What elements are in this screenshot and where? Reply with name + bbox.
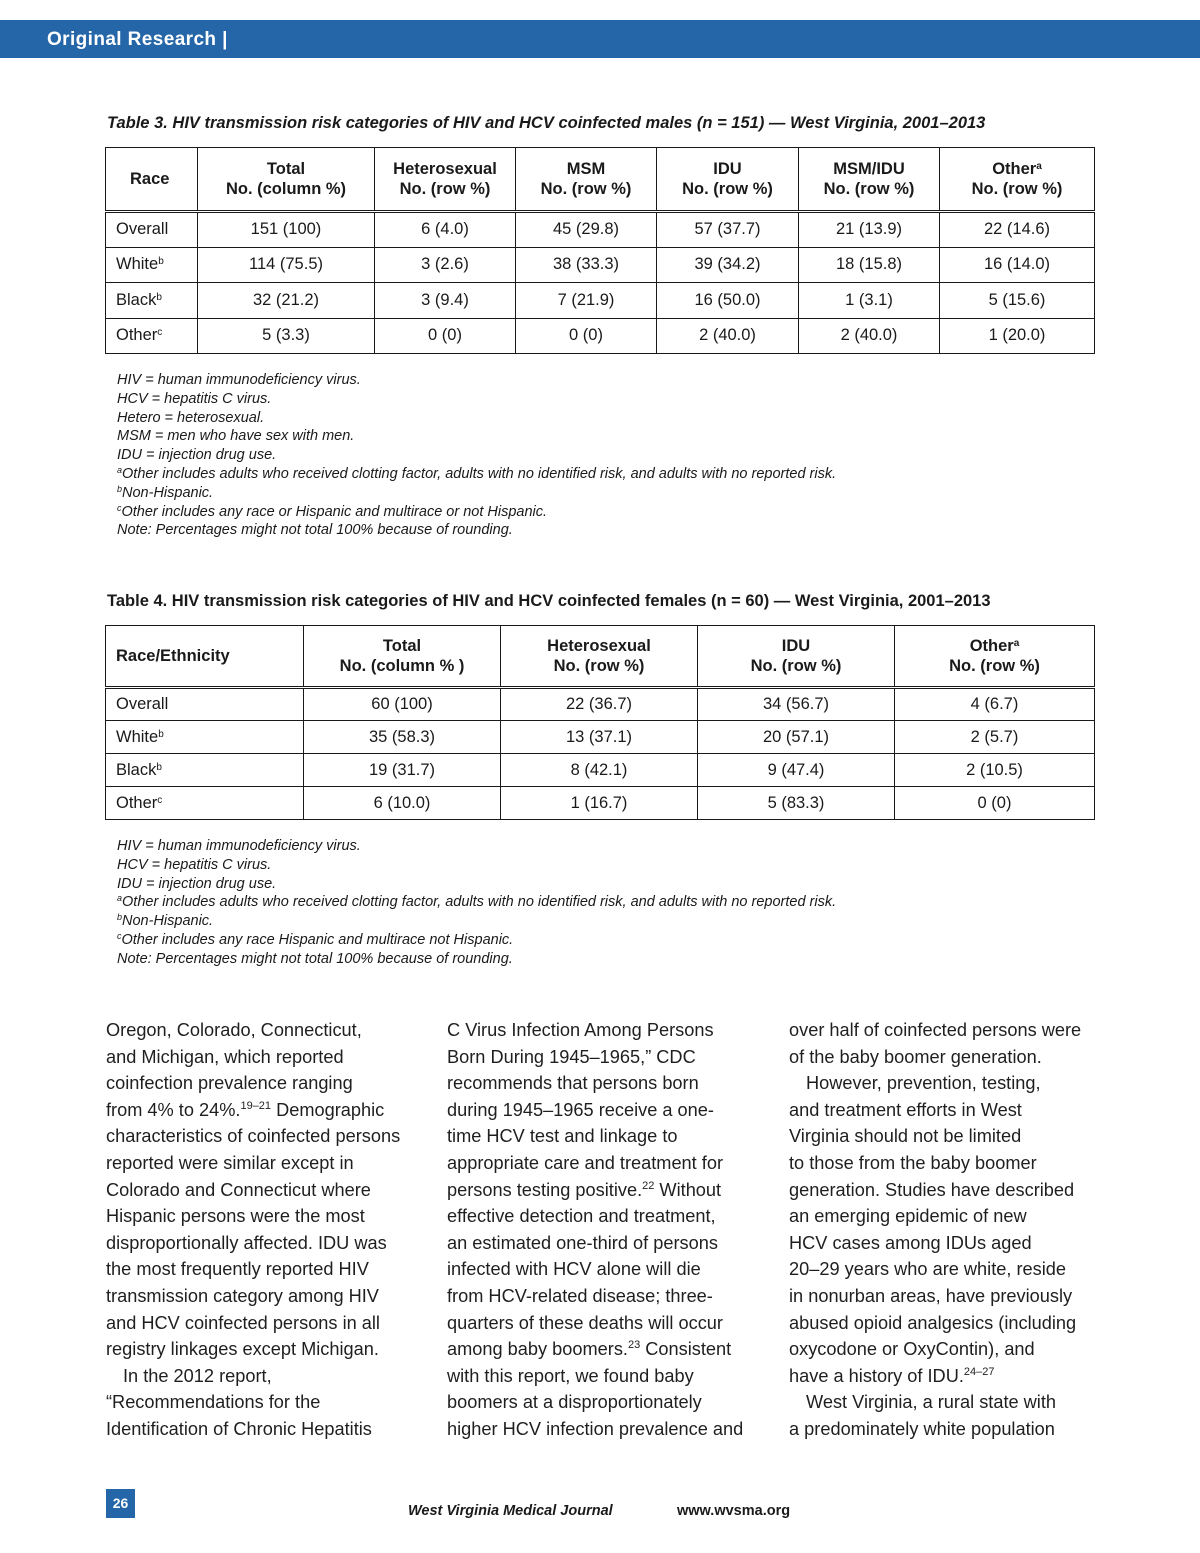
body-text-line <box>106 1150 416 1177</box>
body-text-line <box>447 1230 757 1257</box>
column-header-title: Race <box>130 170 170 188</box>
body-text: effective detection and treatment, <box>447 1206 716 1227</box>
footnote-marker: b <box>158 256 164 268</box>
body-text-line <box>106 1256 416 1283</box>
column-header-subtitle: No. (row %) <box>540 180 632 198</box>
body-text: boomers at a disproportionately <box>447 1392 702 1413</box>
table-note-text: Note: Percentages might not total 100% because of rounding. <box>117 950 513 967</box>
table-row <box>106 283 1095 319</box>
body-text: disproportionally affected. IDU was <box>106 1232 387 1253</box>
body-text: among baby boomers. <box>447 1339 628 1360</box>
table-note <box>117 409 1094 428</box>
footnote-marker: b <box>117 912 123 923</box>
table-note <box>117 390 1094 409</box>
table-3 <box>105 114 1094 540</box>
table-note <box>117 484 1094 503</box>
column-header-subtitle: No. (row %) <box>682 180 773 198</box>
body-column-1 <box>106 1017 416 1443</box>
body-text: reported were similar except in <box>106 1152 354 1173</box>
column-header <box>304 626 501 688</box>
column-header-title: Heterosexual <box>393 160 497 178</box>
column-header-title: Total <box>266 160 306 178</box>
column-header <box>895 626 1095 688</box>
table-note-text: Other includes any race or Hispanic and multirace or not Hispanic. <box>121 503 548 520</box>
body-text: Oregon, Colorado, Connecticut, <box>106 1020 362 1040</box>
body-text: from HCV-related disease; three- <box>447 1285 713 1306</box>
footnote-marker: b <box>158 728 164 740</box>
column-header-title: MSM/IDU <box>833 160 905 178</box>
table-cell: 4 (6.7) <box>895 688 1095 721</box>
table-note <box>117 837 1094 856</box>
table-cell: 2 (5.7) <box>895 721 1095 754</box>
footnote-marker: b <box>156 761 162 773</box>
table-cell: 35 (58.3) <box>304 721 501 754</box>
column-header-subtitle: No. (row %) <box>399 180 491 198</box>
table-cell: 7 (21.9) <box>516 283 657 319</box>
row-label <box>106 754 304 787</box>
body-text: West Virginia, a rural state with <box>806 1392 1057 1413</box>
body-column-3 <box>789 1017 1099 1443</box>
row-label <box>106 212 198 248</box>
body-text-line <box>106 1044 416 1071</box>
page-number: 26 <box>106 1489 135 1518</box>
row-label <box>106 721 304 754</box>
footer-url: www.wvsma.org <box>677 1503 791 1519</box>
footnote-marker: c <box>117 930 122 941</box>
citation-marker: 19–21 <box>240 1099 272 1112</box>
body-text-line <box>447 1123 757 1150</box>
table-cell: 38 (33.3) <box>516 247 657 283</box>
body-text: Hispanic persons were the most <box>106 1206 365 1227</box>
body-text-line <box>106 1203 416 1230</box>
table-row <box>106 688 1095 721</box>
column-header-subtitle: No. (column %) <box>225 180 347 198</box>
body-text-line <box>106 1097 416 1124</box>
table-note <box>117 427 1094 446</box>
body-text: to those from the baby boomer <box>789 1152 1037 1173</box>
body-text-line <box>447 1363 757 1390</box>
row-label-text: Black <box>116 760 157 779</box>
column-header-subtitle: No. (row %) <box>971 180 1063 198</box>
body-text-line <box>106 1416 416 1443</box>
table-note-text: HIV = human immunodeficiency virus. <box>117 838 361 854</box>
citation-marker: 24–27 <box>963 1365 995 1378</box>
body-text: registry linkages except Michigan. <box>106 1339 379 1360</box>
body-text: Without <box>654 1179 722 1200</box>
body-text-line <box>447 1044 757 1071</box>
row-label-text: Other <box>116 326 158 345</box>
table-cell: 8 (42.1) <box>501 754 698 787</box>
table-cell: 0 (0) <box>375 318 516 354</box>
body-text: persons testing positive. <box>447 1179 643 1200</box>
body-text: over half of coinfected persons were <box>789 1020 1082 1040</box>
table-row <box>106 754 1095 787</box>
body-text: oxycodone or OxyContin), and <box>789 1339 1035 1360</box>
footnote-marker: a <box>117 893 123 904</box>
body-text-line <box>447 1416 757 1443</box>
body-text: 20–29 years who are white, reside <box>789 1259 1067 1280</box>
table-note-text: Other includes adults who received clotting factor, adults with no identified risk, and adults with no reported risk. <box>122 465 837 482</box>
column-header-title: IDU <box>713 160 742 178</box>
body-text-line <box>447 1070 757 1097</box>
column-header <box>375 148 516 212</box>
column-header <box>940 148 1095 212</box>
table-cell: 1 (20.0) <box>940 318 1095 354</box>
row-label-text: Other <box>116 793 158 812</box>
table-4 <box>105 592 1094 969</box>
table-cell: 18 (15.8) <box>799 247 940 283</box>
table-cell: 2 (40.0) <box>799 318 940 354</box>
table-cell: 3 (2.6) <box>375 247 516 283</box>
citation-marker: 23 <box>627 1339 641 1352</box>
body-text-line <box>789 1310 1099 1337</box>
table-4-caption: Table 4. HIV transmission risk categories of HIV and HCV coinfected females (n = 60) — West Virginia, 2001–2013 <box>107 592 991 610</box>
body-text-line <box>447 1097 757 1124</box>
body-text-line <box>106 1123 416 1150</box>
table-row <box>106 212 1095 248</box>
table-row <box>106 318 1095 354</box>
table-cell: 5 (15.6) <box>940 283 1095 319</box>
table-cell: 5 (3.3) <box>198 318 375 354</box>
column-header-title: Total <box>382 637 422 655</box>
header-row <box>106 626 1095 688</box>
table-cell: 9 (47.4) <box>698 754 895 787</box>
table-note <box>117 371 1094 390</box>
body-text-line <box>789 1389 1099 1416</box>
table-note-text: IDU = injection drug use. <box>117 875 277 892</box>
table-cell: 3 (9.4) <box>375 283 516 319</box>
body-text-line <box>789 1017 1099 1044</box>
table-note-text: Other includes adults who received clotting factor, adults with no identified risk, and adults with no reported risk. <box>122 894 837 911</box>
table-cell: 34 (56.7) <box>698 688 895 721</box>
table-note <box>117 856 1094 875</box>
row-label <box>106 688 304 721</box>
body-text: Demographic <box>271 1099 385 1120</box>
table-cell: 13 (37.1) <box>501 721 698 754</box>
body-text-line <box>447 1150 757 1177</box>
body-text: Born During 1945–1965,” CDC <box>447 1046 696 1067</box>
table-note <box>117 503 1094 522</box>
body-text: Identification of Chronic Hepatitis <box>106 1418 372 1439</box>
body-text: with this report, we found baby <box>447 1365 694 1386</box>
table-3-caption: Table 3. HIV transmission risk categories of HIV and HCV coinfected males (n = 151) — West Virginia, 2001–2013 <box>107 114 986 132</box>
table-note <box>117 875 1094 894</box>
table-note-text: MSM = men who have sex with men. <box>117 428 355 445</box>
table-note <box>117 521 1094 540</box>
table-cell: 5 (83.3) <box>698 787 895 820</box>
header-row <box>106 148 1095 212</box>
body-text-line <box>789 1336 1099 1363</box>
body-text: appropriate care and treatment for <box>447 1152 724 1173</box>
body-text: “Recommendations for the <box>106 1392 321 1413</box>
column-header <box>799 148 940 212</box>
column-header-title: Other <box>992 160 1037 178</box>
body-text: and treatment efforts in West <box>789 1099 1022 1120</box>
footer-journal-name: West Virginia Medical Journal <box>408 1503 613 1519</box>
body-text-line <box>789 1150 1099 1177</box>
body-text: characteristics of coinfected persons <box>106 1126 401 1147</box>
body-text-line <box>789 1177 1099 1204</box>
body-text: However, prevention, testing, <box>806 1073 1041 1094</box>
body-text: higher HCV infection prevalence and <box>447 1418 744 1439</box>
column-header-title: MSM <box>566 160 606 178</box>
body-text: Virginia should not be limited <box>789 1126 1022 1147</box>
body-text-line <box>106 1230 416 1257</box>
body-text: an estimated one-third of persons <box>447 1232 718 1253</box>
body-text-line <box>789 1363 1099 1390</box>
footnote-marker: a <box>1036 161 1042 172</box>
table-cell: 151 (100) <box>198 212 375 248</box>
body-text-line <box>789 1070 1099 1097</box>
body-text: an emerging epidemic of new <box>789 1206 1027 1227</box>
row-label-text: White <box>116 255 159 274</box>
table-cell: 1 (3.1) <box>799 283 940 319</box>
body-text-line <box>106 1070 416 1097</box>
body-text-line <box>447 1256 757 1283</box>
table-cell: 22 (14.6) <box>940 212 1095 248</box>
column-header <box>106 626 304 688</box>
table-cell: 32 (21.2) <box>198 283 375 319</box>
table-row <box>106 247 1095 283</box>
table-cell: 19 (31.7) <box>304 754 501 787</box>
row-label-text: Black <box>116 290 157 309</box>
row-label-text: Overall <box>116 220 169 239</box>
body-text: HCV cases among IDUs aged <box>789 1232 1032 1253</box>
body-text-line <box>106 1177 416 1204</box>
body-text-line <box>447 1203 757 1230</box>
citation-marker: 22 <box>642 1179 655 1192</box>
body-text-line <box>447 1283 757 1310</box>
body-text: transmission category among HIV <box>106 1285 379 1306</box>
table-cell: 2 (10.5) <box>895 754 1095 787</box>
table-cell: 21 (13.9) <box>799 212 940 248</box>
table-note-text: Note: Percentages might not total 100% because of rounding. <box>117 522 513 539</box>
body-text: generation. Studies have described <box>789 1179 1075 1200</box>
table-note-text: Non-Hispanic. <box>122 913 214 930</box>
table-row <box>106 787 1095 820</box>
table-note-text: Hetero = heterosexual. <box>117 409 265 426</box>
footnote-marker: a <box>117 464 123 475</box>
body-text-line <box>789 1256 1099 1283</box>
table-note-text: HIV = human immunodeficiency virus. <box>117 372 361 388</box>
row-label-text: Overall <box>116 695 169 713</box>
body-column-2 <box>447 1017 757 1443</box>
table-cell: 0 (0) <box>516 318 657 354</box>
table-note-text: IDU = injection drug use. <box>117 447 277 464</box>
body-text: quarters of these deaths will occur <box>447 1312 723 1333</box>
column-header-title: Other <box>969 637 1014 655</box>
body-text: Colorado and Connecticut where <box>106 1179 371 1200</box>
body-text: C Virus Infection Among Persons <box>447 1020 714 1040</box>
table-cell: 39 (34.2) <box>657 247 799 283</box>
body-text-line <box>447 1336 757 1363</box>
body-text-line <box>789 1097 1099 1124</box>
section-label: Original Research | <box>47 29 228 50</box>
table-cell: 57 (37.7) <box>657 212 799 248</box>
footnote-marker: c <box>157 794 163 806</box>
body-text-line <box>447 1017 757 1044</box>
body-text: of the baby boomer generation. <box>789 1046 1042 1067</box>
footnote-marker: c <box>117 502 122 513</box>
body-text-line <box>106 1336 416 1363</box>
column-header-subtitle: No. (row %) <box>750 657 842 675</box>
table-note <box>117 465 1094 484</box>
table-cell: 114 (75.5) <box>198 247 375 283</box>
table-cell: 16 (14.0) <box>940 247 1095 283</box>
table-4-notes <box>117 837 1094 969</box>
table-cell: 16 (50.0) <box>657 283 799 319</box>
body-text-line <box>789 1123 1099 1150</box>
body-text-line <box>447 1389 757 1416</box>
table-note-text: Non-Hispanic. <box>122 484 214 501</box>
table-cell: 45 (29.8) <box>516 212 657 248</box>
body-text-line <box>447 1310 757 1337</box>
table-4-grid <box>105 625 1095 820</box>
body-text: coinfection prevalence ranging <box>106 1073 353 1094</box>
table-note <box>117 446 1094 465</box>
column-header <box>516 148 657 212</box>
body-text-line <box>789 1203 1099 1230</box>
body-text: during 1945–1965 receive a one- <box>447 1099 714 1120</box>
table-note <box>117 912 1094 931</box>
table-note-text: Other includes any race Hispanic and multirace not Hispanic. <box>121 931 514 948</box>
body-text: from 4% to 24%. <box>106 1099 241 1120</box>
footnote-marker: c <box>157 327 163 339</box>
body-text-line <box>789 1283 1099 1310</box>
table-cell: 20 (57.1) <box>698 721 895 754</box>
body-text: abused opioid analgesics (including <box>789 1312 1077 1333</box>
body-text-line <box>789 1416 1099 1443</box>
column-header <box>698 626 895 688</box>
section-header-bar <box>0 20 1200 58</box>
body-text: Consistent <box>640 1339 732 1360</box>
column-header-subtitle: No. (row %) <box>823 180 915 198</box>
body-text-line <box>106 1017 416 1044</box>
table-note-text: HCV = hepatitis C virus. <box>117 856 272 873</box>
footnote-marker: a <box>1013 638 1020 649</box>
column-header-subtitle: No. (row %) <box>553 657 645 675</box>
row-label <box>106 283 198 319</box>
table-cell: 6 (10.0) <box>304 787 501 820</box>
table-note <box>117 931 1094 950</box>
body-text-line <box>106 1283 416 1310</box>
table-cell: 22 (36.7) <box>501 688 698 721</box>
row-label-text: White <box>116 727 159 746</box>
column-header-subtitle: No. (row %) <box>949 657 1040 675</box>
table-3-grid <box>105 147 1095 354</box>
body-text: In the 2012 report, <box>123 1365 272 1386</box>
column-header <box>106 148 198 212</box>
column-header <box>657 148 799 212</box>
column-header-title: Race/Ethnicity <box>116 647 230 665</box>
column-header-title: IDU <box>781 637 811 655</box>
column-header <box>198 148 375 212</box>
column-header <box>501 626 698 688</box>
body-text: in nonurban areas, have previously <box>789 1285 1073 1306</box>
table-cell: 6 (4.0) <box>375 212 516 248</box>
body-text: infected with HCV alone will die <box>447 1259 701 1280</box>
row-label <box>106 787 304 820</box>
footnote-marker: b <box>117 483 123 494</box>
body-text: and Michigan, which reported <box>106 1046 344 1067</box>
row-label <box>106 247 198 283</box>
footnote-marker: b <box>156 291 162 303</box>
body-text: time HCV test and linkage to <box>447 1126 678 1147</box>
body-text-line <box>789 1230 1099 1257</box>
table-cell: 1 (16.7) <box>501 787 698 820</box>
column-header-title: Heterosexual <box>547 637 651 655</box>
body-text-line <box>447 1177 757 1204</box>
column-header-subtitle: No. (column % ) <box>339 657 465 675</box>
body-text: have a history of IDU. <box>789 1365 964 1386</box>
table-cell: 60 (100) <box>304 688 501 721</box>
body-text: the most frequently reported HIV <box>106 1259 369 1280</box>
table-note <box>117 950 1094 969</box>
table-note-text: HCV = hepatitis C virus. <box>117 390 272 407</box>
body-text-line <box>106 1363 416 1390</box>
table-note <box>117 893 1094 912</box>
body-text-line <box>789 1044 1099 1071</box>
table-cell: 0 (0) <box>895 787 1095 820</box>
body-text-line <box>106 1310 416 1337</box>
table-3-notes <box>117 371 1094 540</box>
table-cell: 2 (40.0) <box>657 318 799 354</box>
table-row <box>106 721 1095 754</box>
row-label <box>106 318 198 354</box>
body-text: recommends that persons born <box>447 1073 699 1094</box>
body-text: a predominately white population <box>789 1418 1055 1439</box>
body-text: and HCV coinfected persons in all <box>106 1312 380 1333</box>
body-text-line <box>106 1389 416 1416</box>
